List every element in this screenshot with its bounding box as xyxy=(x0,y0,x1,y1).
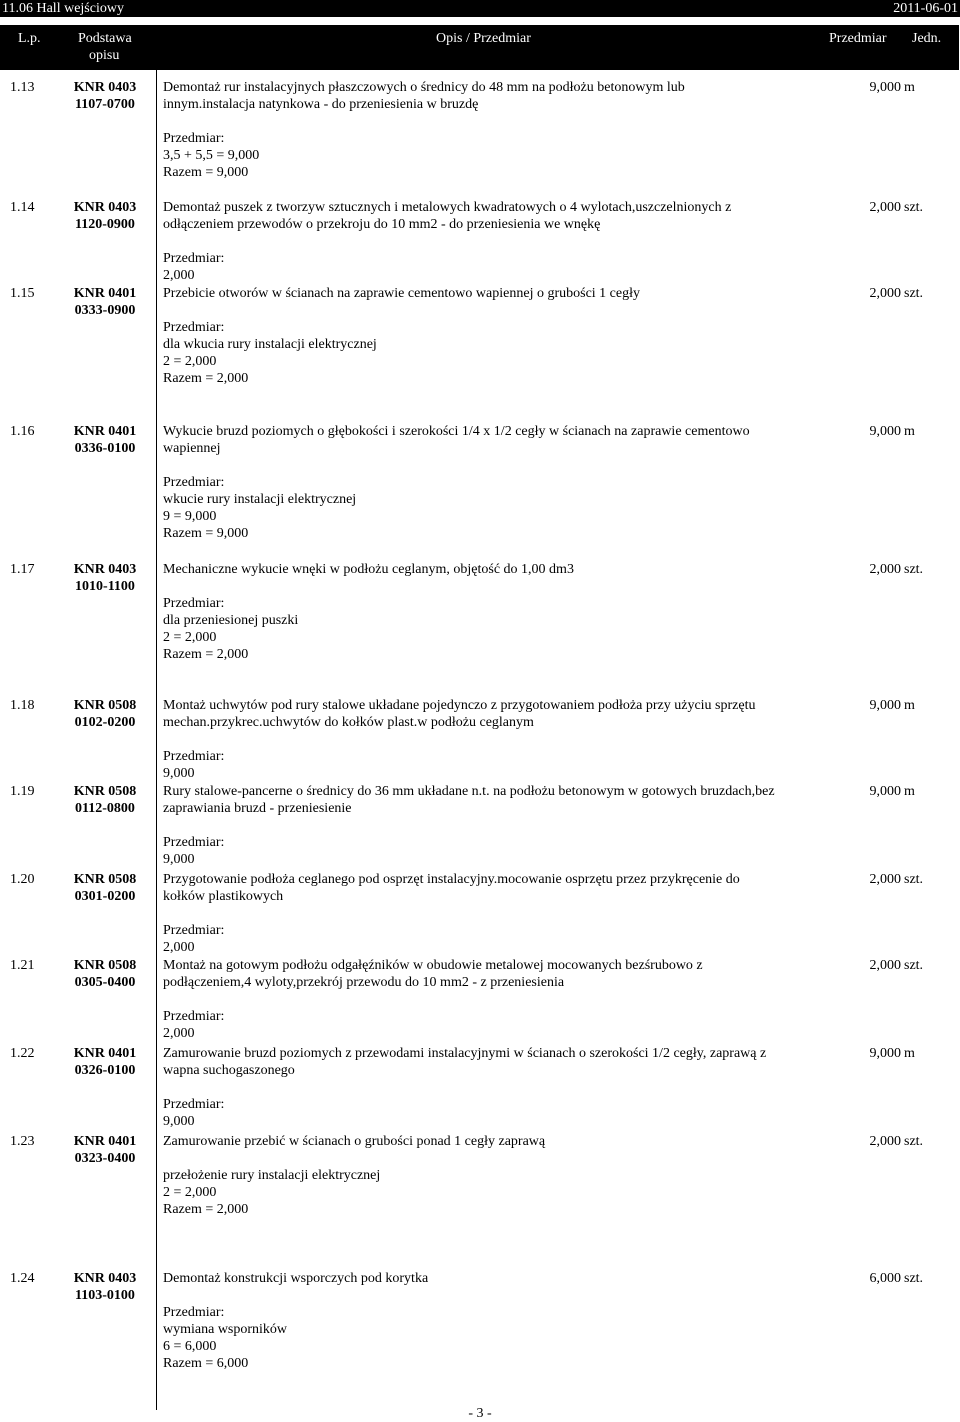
table-header xyxy=(0,25,959,70)
item-quantity: 2,000 xyxy=(869,872,901,887)
item-description-line: Mechaniczne wykucie wnęki w podłożu ceglanym, objętość do 1,00 dm3 xyxy=(163,562,574,577)
item-description-line: wapna suchogaszonego xyxy=(163,1063,295,1078)
item-quantity: 2,000 xyxy=(869,958,901,973)
page-date: 2011-06-01 xyxy=(893,1,958,16)
item-description xyxy=(163,285,798,387)
item-calculation-line: 9,000 xyxy=(163,1114,195,1129)
item-calculation-line: Razem = 2,000 xyxy=(163,647,249,662)
item-quantity: 2,000 xyxy=(869,1134,901,1149)
item-basis xyxy=(65,79,145,113)
item-calculation-line: Przedmiar: xyxy=(163,1305,225,1320)
item-basis-catalog: KNR 0403 xyxy=(73,80,137,95)
item-description xyxy=(163,423,798,542)
item-calculation-line: wymiana wsporników xyxy=(163,1322,288,1337)
item-number: 1.18 xyxy=(10,698,35,713)
item-calculation-line: 2 = 2,000 xyxy=(163,354,217,369)
item-quantity: 2,000 xyxy=(869,286,901,301)
item-description xyxy=(163,199,798,284)
item-number: 1.23 xyxy=(10,1134,35,1149)
item-number: 1.13 xyxy=(10,80,35,95)
item-basis-position: 1120-0900 xyxy=(75,217,135,232)
item-description-line: innym.instalacja natynkowa - do przeniesienia w bruzdę xyxy=(163,97,479,112)
item-basis xyxy=(65,957,145,991)
item-basis-position: 0112-0800 xyxy=(75,801,135,816)
item-description-line: podłączeniem,4 wyloty,przekrój przewodu do 10 mm2 - z przeniesienia xyxy=(163,975,565,990)
item-calculation-line: Przedmiar: xyxy=(163,1009,225,1024)
item-calculation-line: 3,5 + 5,5 = 9,000 xyxy=(163,148,260,163)
item-basis xyxy=(65,783,145,817)
header-description: Opis / Przedmiar xyxy=(436,31,531,46)
header-basis-line1: Podstawa xyxy=(78,31,132,46)
item-basis xyxy=(65,1045,145,1079)
item-number: 1.20 xyxy=(10,872,35,887)
item-description-line: Demontaż puszek z tworzyw sztucznych i metalowych kwadratowych o 4 wylotach,uszczelnionych z xyxy=(163,200,732,215)
item-unit: m xyxy=(904,424,915,439)
item-basis xyxy=(65,199,145,233)
item-number: 1.19 xyxy=(10,784,35,799)
header-basis-line2: opisu xyxy=(89,48,120,63)
item-basis-catalog: KNR 0508 xyxy=(73,784,137,799)
item-description xyxy=(163,1133,798,1218)
item-calculation-line: Razem = 9,000 xyxy=(163,165,249,180)
item-basis xyxy=(65,285,145,319)
page-top-bar xyxy=(0,0,960,17)
item-number: 1.17 xyxy=(10,562,35,577)
item-basis-catalog: KNR 0508 xyxy=(73,958,137,973)
item-unit: szt. xyxy=(904,872,924,887)
item-calculation-line: Razem = 6,000 xyxy=(163,1356,249,1371)
item-basis-position: 1103-0100 xyxy=(75,1288,135,1303)
item-calculation-line: Przedmiar: xyxy=(163,596,225,611)
item-number: 1.16 xyxy=(10,424,35,439)
item-description-line: Montaż uchwytów pod rury stalowe układane pojedynczo z przygotowaniem podłoża przy użyciu sprzętu xyxy=(163,698,756,713)
item-calculation-line: Razem = 9,000 xyxy=(163,526,249,541)
item-calculation-line: przełożenie rury instalacji elektrycznej xyxy=(163,1168,381,1183)
item-unit: m xyxy=(904,1046,915,1061)
item-description xyxy=(163,1270,798,1372)
item-description-line: Wykucie bruzd poziomych o głębokości i szerokości 1/4 x 1/2 cegły w ścianach na zaprawie cementowo xyxy=(163,424,750,439)
item-number: 1.24 xyxy=(10,1271,35,1286)
item-description-line: wapiennej xyxy=(163,441,221,456)
item-calculation-line: 9,000 xyxy=(163,766,195,781)
item-quantity: 9,000 xyxy=(869,784,901,799)
item-basis-position: 0102-0200 xyxy=(74,715,136,730)
item-quantity: 9,000 xyxy=(869,1046,901,1061)
item-calculation-line: Przedmiar: xyxy=(163,1097,225,1112)
page-title: 11.06 Hall wejściowy xyxy=(2,1,124,16)
item-basis-position: 0301-0200 xyxy=(74,889,136,904)
item-basis-catalog: KNR 0401 xyxy=(73,424,137,439)
item-description xyxy=(163,783,798,868)
item-basis xyxy=(65,561,145,595)
item-description-line: kołków plastikowych xyxy=(163,889,284,904)
item-basis xyxy=(65,871,145,905)
item-description-line: Zamurowanie przebić w ścianach o grubości ponad 1 cegły zaprawą xyxy=(163,1134,546,1149)
item-basis-position: 1107-0700 xyxy=(75,97,135,112)
item-basis-catalog: KNR 0401 xyxy=(73,286,137,301)
item-quantity: 9,000 xyxy=(869,80,901,95)
item-description xyxy=(163,871,798,956)
item-unit: szt. xyxy=(904,200,924,215)
item-basis-position: 0336-0100 xyxy=(74,441,136,456)
item-description xyxy=(163,957,798,1042)
item-basis xyxy=(65,1270,145,1304)
item-description-line: Rury stalowe-pancerne o średnicy do 36 mm układane n.t. na podłożu betonowym w gotowych bruzdach,bez xyxy=(163,784,775,799)
item-calculation-line: 2 = 2,000 xyxy=(163,630,217,645)
item-description-line: Przygotowanie podłoża ceglanego pod osprzęt instalacyjny.mocowanie osprzętu przez przykręcenie do xyxy=(163,872,740,887)
item-calculation-line: Przedmiar: xyxy=(163,923,225,938)
item-calculation-line: Razem = 2,000 xyxy=(163,1202,249,1217)
item-calculation-line: Przedmiar: xyxy=(163,251,225,266)
item-calculation-line: Przedmiar: xyxy=(163,749,225,764)
item-description-line: Demontaż rur instalacyjnych płaszczowych o średnicy do 48 mm na podłożu betonowym lub xyxy=(163,80,685,95)
item-unit: m xyxy=(904,784,915,799)
item-quantity: 2,000 xyxy=(869,562,901,577)
item-basis xyxy=(65,423,145,457)
item-calculation-line: 2,000 xyxy=(163,268,195,283)
item-basis-catalog: KNR 0401 xyxy=(73,1134,137,1149)
item-description-line: Demontaż konstrukcji wsporczych pod korytka xyxy=(163,1271,429,1286)
item-basis-position: 0323-0400 xyxy=(74,1151,136,1166)
item-basis xyxy=(65,697,145,731)
item-calculation-line: Przedmiar: xyxy=(163,475,225,490)
item-quantity: 6,000 xyxy=(869,1271,901,1286)
item-quantity: 9,000 xyxy=(869,424,901,439)
item-calculation-line: 2,000 xyxy=(163,1026,195,1041)
item-unit: szt. xyxy=(904,1271,924,1286)
item-calculation-line: Przedmiar: xyxy=(163,131,225,146)
header-quantity: Przedmiar xyxy=(829,31,887,46)
item-unit: szt. xyxy=(904,958,924,973)
item-number: 1.22 xyxy=(10,1046,35,1061)
item-basis xyxy=(65,1133,145,1167)
item-description xyxy=(163,561,798,663)
header-unit: Jedn. xyxy=(912,31,942,46)
item-calculation-line: 2,000 xyxy=(163,940,195,955)
item-description xyxy=(163,1045,798,1130)
item-calculation-line: Razem = 2,000 xyxy=(163,371,249,386)
item-unit: szt. xyxy=(904,1134,924,1149)
item-basis-position: 0326-0100 xyxy=(74,1063,136,1078)
item-number: 1.15 xyxy=(10,286,35,301)
item-basis-position: 0333-0900 xyxy=(74,303,136,318)
item-calculation-line: Przedmiar: xyxy=(163,835,225,850)
item-description-line: Przebicie otworów w ścianach na zaprawie cementowo wapiennej o grubości 1 cegły xyxy=(163,286,640,301)
item-basis-catalog: KNR 0403 xyxy=(73,562,137,577)
item-quantity: 9,000 xyxy=(869,698,901,713)
item-basis-catalog: KNR 0401 xyxy=(73,1046,137,1061)
item-basis-catalog: KNR 0508 xyxy=(73,698,137,713)
item-quantity: 2,000 xyxy=(869,200,901,215)
header-lp: L.p. xyxy=(18,31,41,46)
page-number: - 3 - xyxy=(468,1406,492,1421)
item-calculation-line: 9 = 9,000 xyxy=(163,509,217,524)
item-description-line: zaprawiania bruzd - przeniesienie xyxy=(163,801,352,816)
item-number: 1.21 xyxy=(10,958,35,973)
item-basis-position: 0305-0400 xyxy=(74,975,136,990)
item-description xyxy=(163,697,798,782)
item-calculation-line: dla przeniesionej puszki xyxy=(163,613,299,628)
item-basis-catalog: KNR 0403 xyxy=(73,1271,137,1286)
item-description xyxy=(163,79,798,181)
item-unit: szt. xyxy=(904,286,924,301)
item-description-line: odłączeniem przewodów o przekroju do 10 mm2 - do przeniesienia we wnękę xyxy=(163,217,601,232)
item-unit: m xyxy=(904,80,915,95)
item-unit: szt. xyxy=(904,562,924,577)
item-calculation-line: wkucie rury instalacji elektrycznej xyxy=(163,492,357,507)
item-description-line: Zamurowanie bruzd poziomych z przewodami instalacyjnymi w ścianach o szerokości 1/2 cegły, zaprawą z xyxy=(163,1046,767,1061)
item-calculation-line: 2 = 2,000 xyxy=(163,1185,217,1200)
item-calculation-line: 9,000 xyxy=(163,852,195,867)
item-basis-catalog: KNR 0403 xyxy=(73,200,137,215)
item-calculation-line: Przedmiar: xyxy=(163,320,225,335)
item-number: 1.14 xyxy=(10,200,35,215)
item-basis-catalog: KNR 0508 xyxy=(73,872,137,887)
item-description-line: Montaż na gotowym podłożu odgałęźników w obudowie metalowej mocowanych bezśrubowo z xyxy=(163,958,703,973)
item-basis-position: 1010-1100 xyxy=(75,579,135,594)
column-divider xyxy=(156,70,157,1410)
item-calculation-line: dla wkucia rury instalacji elektrycznej xyxy=(163,337,377,352)
item-unit: m xyxy=(904,698,915,713)
item-description-line: mechan.przykrec.uchwytów do kołków plast.w podłożu ceglanym xyxy=(163,715,534,730)
item-calculation-line: 6 = 6,000 xyxy=(163,1339,217,1354)
